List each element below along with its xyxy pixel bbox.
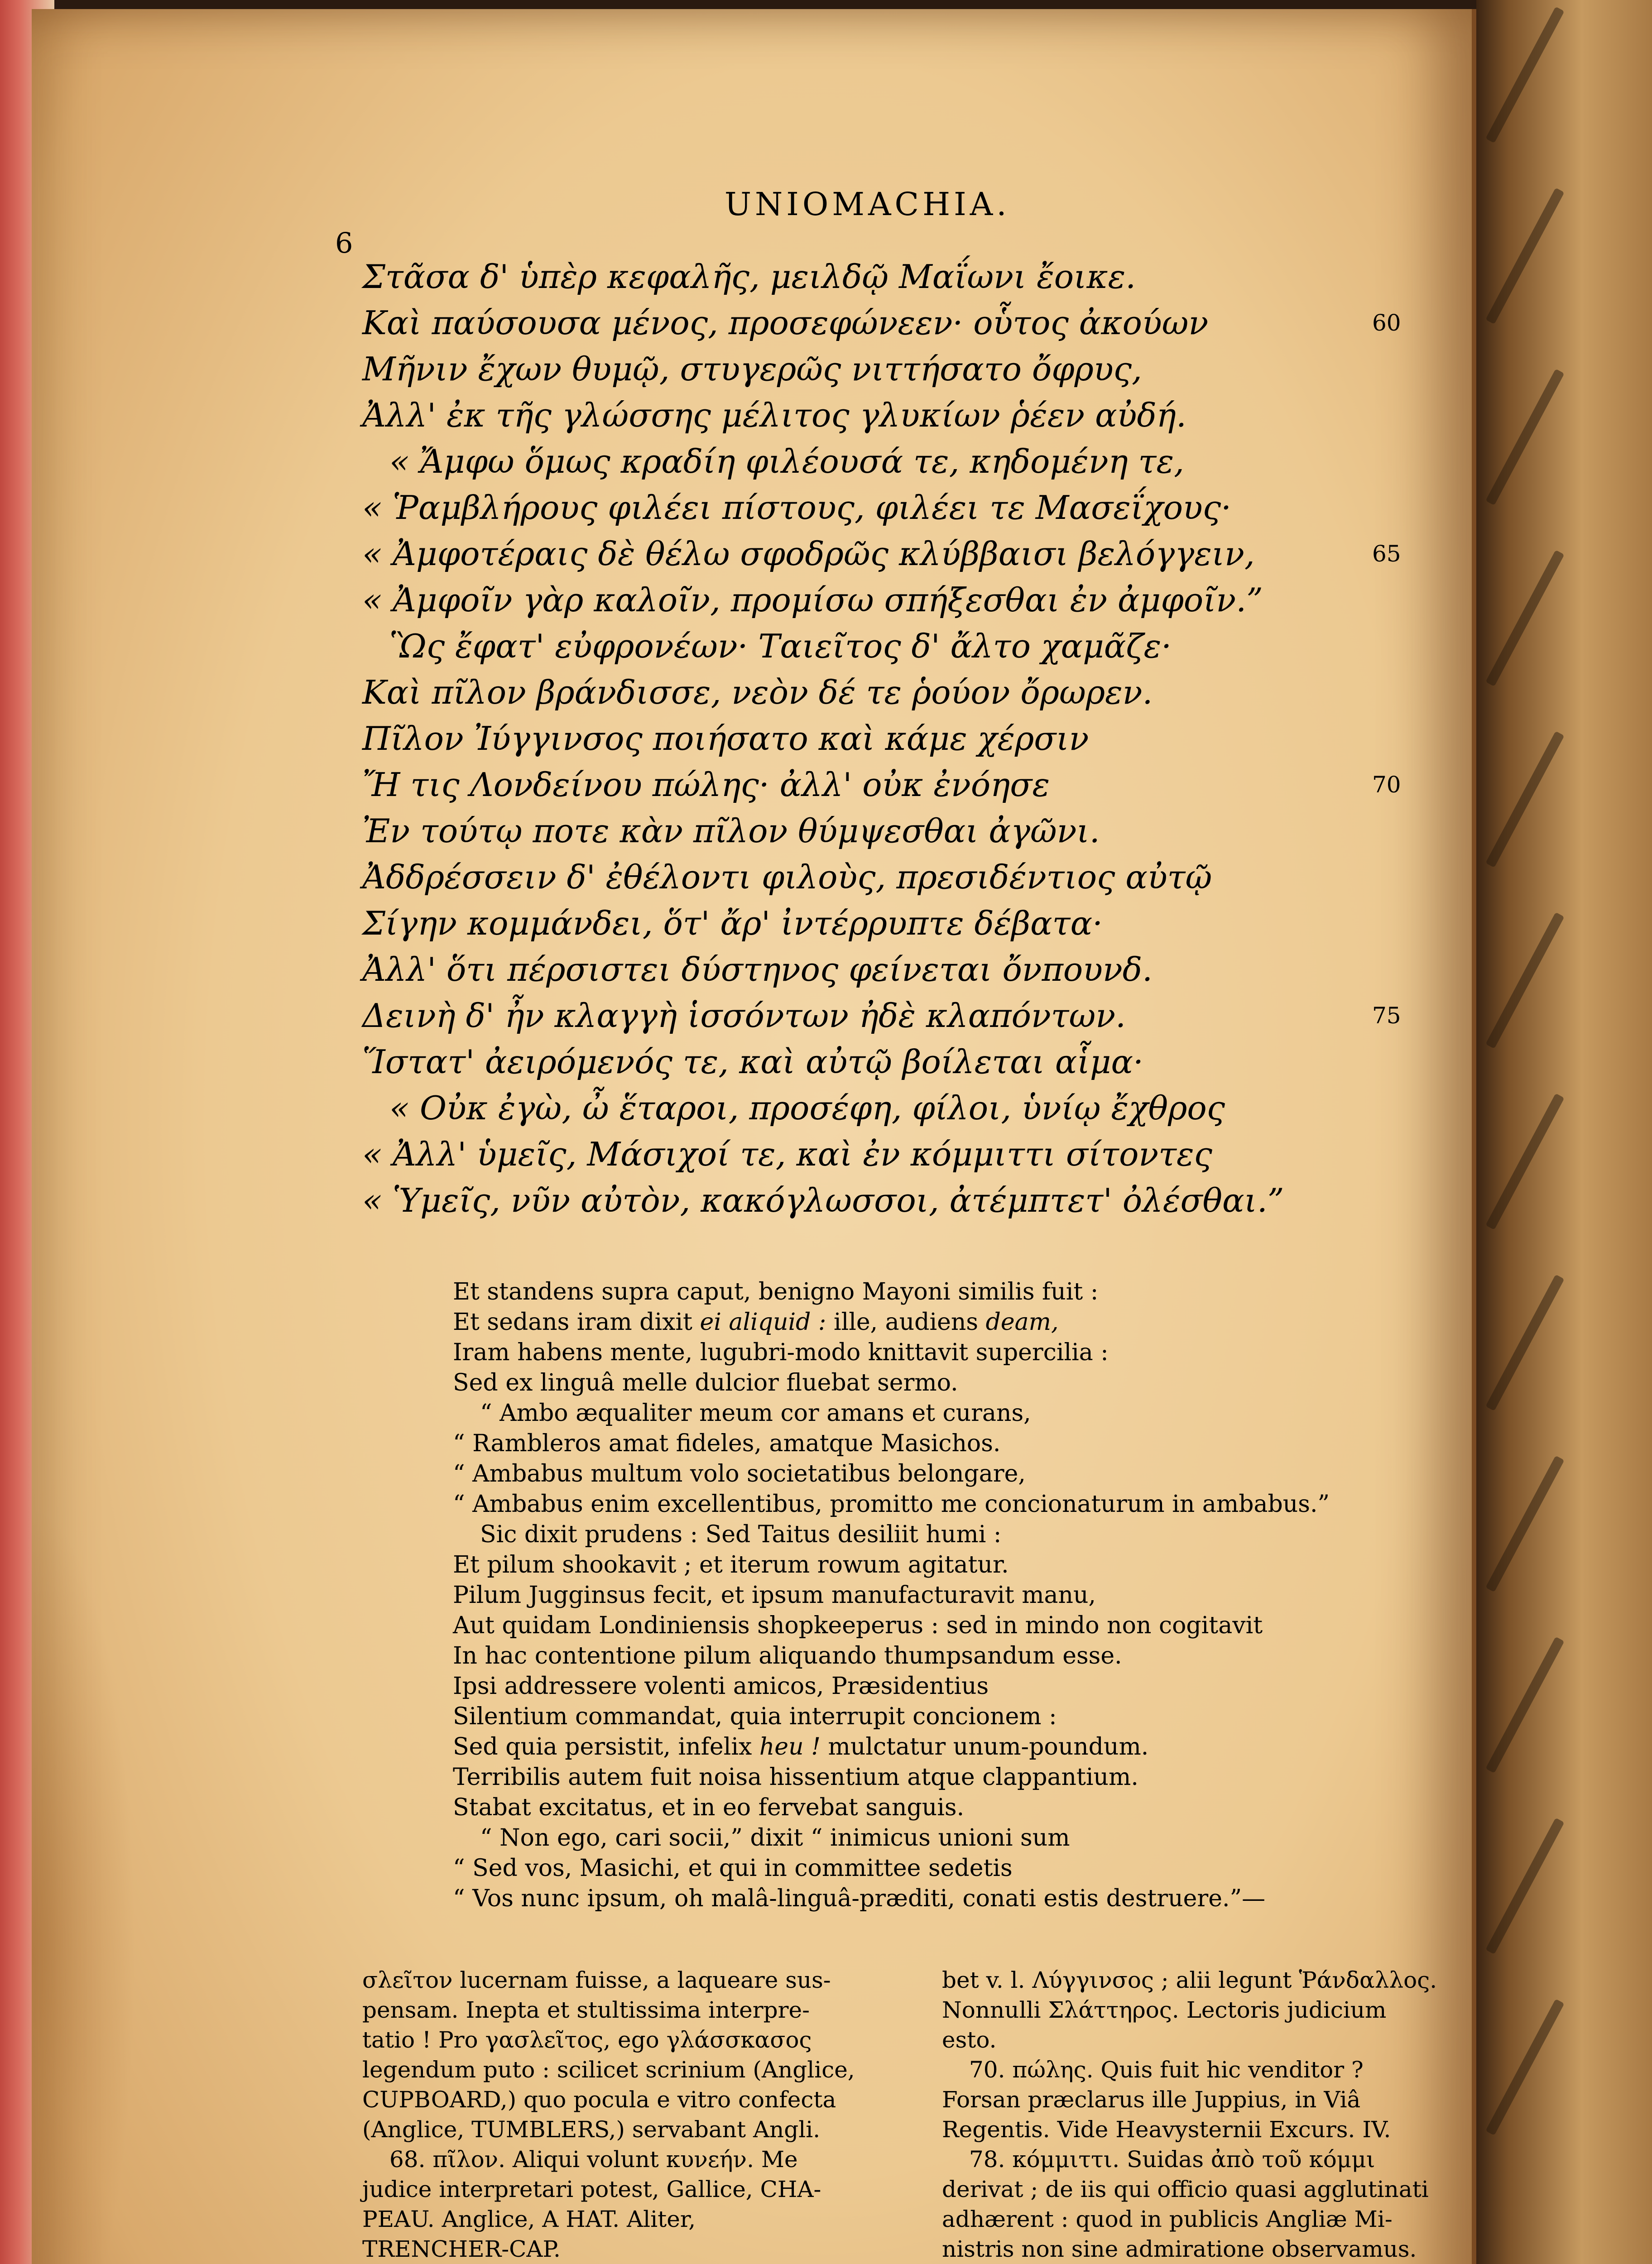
latin-text: “ Ambabus enim excellentibus, promitto me concionaturum in ambabus.”: [453, 1491, 1330, 1518]
footnote-line: Forsan præclarus ille Juppius, in Viâ: [942, 2087, 1361, 2113]
footnote-line: esto.: [942, 2027, 997, 2053]
latin-italic-text: ei aliquid :: [700, 1309, 826, 1336]
greek-verse-text: Μῆνιν ἔχων θυμῷ, στυγερῶς νιττήσατο ὄφρυς,: [362, 350, 1142, 388]
latin-text: In hac contentione pilum aliquando thumpsandum esse.: [453, 1642, 1122, 1669]
page-stain: [32, 1503, 136, 2264]
latin-text: “ Non ego, cari socii,” dixit “ inimicus unioni sum: [480, 1824, 1070, 1851]
greek-verse-text: Ἐν τούτῳ ποτε κὰν πῖλον θύμψεσθαι ἀγῶνι.: [362, 812, 1100, 850]
greek-verse-line: [362, 300, 1404, 346]
latin-translation-line: [453, 1277, 1404, 1307]
footnote-line: Regentis. Vide Heavysternii Excurs. IV.: [942, 2116, 1391, 2143]
greek-verse-line: [362, 762, 1404, 808]
footnote-line: PEAU. Anglice, A HAT. Aliter,: [362, 2206, 696, 2232]
greek-verse-text: « Ῥαμβλήρους φιλέει πίστους, φιλέει τε Μασεΐχους·: [362, 489, 1232, 527]
footnote-line: legendum puto : scilicet scrinium (Anglice,: [362, 2057, 855, 2083]
latin-text: Terribilis autem fuit noisa hissentium atque clappantium.: [453, 1764, 1138, 1791]
latin-text: Aut quidam Londiniensis shopkeeperus : sed in mindo non cogitavit: [453, 1612, 1263, 1639]
footnote-line: nistris non sine admiratione observamus.: [942, 2236, 1417, 2262]
greek-verse-text: Σίγην κομμάνδει, ὅτ' ἄρ' ἰντέρρυπτε δέβατα·: [362, 904, 1103, 942]
greek-verse-text: Καὶ παύσουσα μένος, προσεφώνεεν· οὗτος ἀκούων: [362, 304, 1209, 342]
latin-text: Stabat excitatus, et in eo fervebat sanguis.: [453, 1794, 965, 1821]
latin-translation-line: [453, 1671, 1404, 1702]
latin-translation-line: [453, 1338, 1404, 1368]
latin-text: Et pilum shookavit ; et iterum rowum agitatur.: [453, 1551, 1009, 1578]
footnote-line: derivat ; de iis qui officio quasi agglutinati: [942, 2176, 1429, 2202]
footnote-line: judice interpretari potest, Gallice, CHA-: [362, 2176, 821, 2202]
greek-verse-block: [362, 254, 1404, 1223]
greek-verse-line: [362, 484, 1404, 531]
latin-translation-line: [453, 1793, 1404, 1823]
latin-text: “ Ambabus multum volo societatibus belongare,: [453, 1460, 1026, 1487]
greek-verse-text: Ὣς ἔφατ' εὐφρονέων· Ταιεῖτος δ' ἄλτο χαμᾶζε·: [389, 627, 1172, 665]
footnote-line: 68. πῖλον. Aliqui volunt κυνεήν. Me: [389, 2146, 798, 2173]
greek-verse-line: [362, 1039, 1404, 1085]
greek-verse-text: « Ἀλλ' ὑμεῖς, Μάσιχοί τε, καὶ ἐν κόμμιττι σίτοντες: [362, 1135, 1212, 1173]
latin-text: Silentium commandat, quia interrupit concionem :: [453, 1703, 1057, 1730]
footnote-line: CUPBOARD,) quo pocula e vitro confecta: [362, 2087, 836, 2113]
latin-text: Iram habens mente, lugubri-modo knittavit supercilia :: [453, 1339, 1109, 1366]
greek-verse-line: [362, 623, 1404, 669]
latin-translation-line: [453, 1368, 1404, 1398]
latin-translation-line: [453, 1307, 1404, 1338]
latin-text: “ Vos nunc ipsum, oh malâ-linguâ-præditi, conati estis destruere.”—: [453, 1885, 1266, 1912]
latin-translation-line: [453, 1429, 1404, 1459]
greek-verse-line: [362, 669, 1404, 715]
latin-translation-line: [453, 1641, 1404, 1671]
latin-translation-block: [453, 1277, 1404, 1914]
greek-verse-line: [362, 715, 1404, 762]
greek-verse-line: [362, 577, 1404, 623]
greek-verse-text: Στᾶσα δ' ὑπὲρ κεφαλῆς, μειλδῷ Μαΐωνι ἔοικε.: [362, 258, 1136, 296]
footnote-line: tatio ! Pro γασλεῖτος, ego γλάσσκασος: [362, 2027, 812, 2053]
verse-line-number: 65: [1372, 541, 1401, 567]
greek-verse-text: « Ὑμεῖς, νῦν αὐτὸν, κακόγλωσσοι, ἀτέμπτετ' ὀλέσθαι.”: [362, 1181, 1284, 1219]
greek-verse-line: [362, 900, 1404, 946]
latin-text: “ Ambo æqualiter meum cor amans et curans,: [480, 1400, 1031, 1427]
greek-verse-line: [362, 946, 1404, 993]
greek-verse-line: [362, 1085, 1404, 1131]
latin-translation-line: [453, 1580, 1404, 1611]
latin-translation-line: [453, 1732, 1404, 1762]
greek-verse-text: Ἀδδρέσσειν δ' ἐθέλοντι φιλοὺς, πρεσιδέντιος αὐτῷ: [362, 858, 1212, 896]
greek-verse-line: [362, 1131, 1404, 1177]
greek-verse-text: Δεινὴ δ' ἦν κλαγγὴ ἱσσόντων ἠδὲ κλαπόντων.: [362, 997, 1126, 1035]
latin-translation-line: [453, 1823, 1404, 1853]
footnote-line: pensam. Inepta et stultissima interpre-: [362, 1997, 810, 2023]
latin-text: Et sedans iram dixit: [453, 1309, 700, 1336]
footnote-line: Nonnulli Σλάττηρος. Lectoris judicium: [942, 1997, 1387, 2023]
latin-text: “ Rambleros amat fideles, amatque Masichos.: [453, 1430, 1001, 1457]
greek-verse-text: Ἀλλ' ὅτι πέρσιστει δύστηνος φείνεται ὄνπουνδ.: [362, 950, 1153, 988]
latin-text: Et standens supra caput, benigno Mayoni similis fuit :: [453, 1278, 1099, 1305]
footnote-line: bet v. l. Λύγγινσος ; alii legunt Ῥάνδαλλος.: [942, 1967, 1437, 1993]
greek-verse-text: Ἤ τις Λονδείνου πώλης· ἀλλ' οὐκ ἐνόησε: [362, 766, 1050, 804]
latin-translation-line: [453, 1520, 1404, 1550]
latin-translation-line: [453, 1702, 1404, 1732]
footnote-line: adhærent : quod in publicis Angliæ Mi-: [942, 2206, 1393, 2232]
footnote-line: (Anglice, TUMBLERS,) servabant Angli.: [362, 2116, 821, 2143]
verse-line-number: 75: [1372, 1002, 1401, 1029]
latin-translation-line: [453, 1459, 1404, 1489]
greek-verse-line: [362, 854, 1404, 900]
greek-verse-line: [362, 808, 1404, 854]
greek-verse-text: Πῖλον Ἰύγγινσος ποιήσατο καὶ κάμε χέρσιν: [362, 719, 1089, 758]
greek-verse-line: [362, 346, 1404, 392]
verse-line-number: 70: [1372, 772, 1401, 798]
footnote-line: σλεῖτον lucernam fuisse, a laqueare sus-: [362, 1967, 831, 1993]
latin-text: Ipsi addressere volenti amicos, Præsidentius: [453, 1673, 989, 1700]
greek-verse-text: Καὶ πῖλον βράνδισσε, νεὸν δέ τε ῥούον ὄρωρεν.: [362, 673, 1153, 711]
greek-verse-text: « Ἀμφοῖν γὰρ καλοῖν, προμίσω σπήξεσθαι ἐν ἀμφοῖν.”: [362, 581, 1263, 619]
latin-text: “ Sed vos, Masichi, et qui in committee sedetis: [453, 1855, 1013, 1882]
latin-translation-line: [453, 1550, 1404, 1580]
latin-text: Sic dixit prudens : Sed Taitus desiliit humi :: [480, 1521, 1002, 1548]
greek-verse-text: Ἵστατ' ἀειρόμενός τε, καὶ αὐτῷ βοίλεται αἷμα·: [362, 1043, 1144, 1081]
latin-translation-line: [453, 1489, 1404, 1520]
latin-text: Sed ex linguâ melle dulcior fluebat sermo.: [453, 1369, 958, 1396]
greek-verse-text: « Ἀμφοτέραις δὲ θέλω σφοδρῶς κλύββαισι βελόγγειν,: [362, 535, 1255, 573]
footnote-line: 78. κόμμιττι. Suidas ἀπὸ τοῦ κόμμι: [969, 2146, 1375, 2173]
greek-verse-line: [362, 438, 1404, 484]
latin-text: Sed quia persistit, infelix: [453, 1733, 759, 1760]
greek-verse-text: Ἀλλ' ἐκ τῆς γλώσσης μέλιτος γλυκίων ῥέεν αὐδή.: [362, 396, 1186, 434]
greek-verse-line: [362, 993, 1404, 1039]
latin-italic-text: deam,: [985, 1309, 1059, 1336]
greek-verse-line: [362, 254, 1404, 300]
latin-text: ille, audiens: [826, 1309, 986, 1336]
greek-verse-line: [362, 392, 1404, 438]
latin-text: mulctatur unum-poundum.: [821, 1733, 1149, 1760]
greek-verse-text: « Ἄμφω ὅμως κραδίη φιλέουσά τε, κηδομένη τε,: [389, 442, 1184, 480]
running-head: UNIOMACHIA.: [725, 186, 1010, 223]
latin-translation-line: [453, 1398, 1404, 1429]
latin-translation-line: [453, 1611, 1404, 1641]
greek-verse-line: [362, 531, 1404, 577]
latin-text: Pilum Jugginsus fecit, et ipsum manufacturavit manu,: [453, 1582, 1096, 1609]
page-number: 6: [335, 226, 353, 259]
verse-line-number: 60: [1372, 310, 1401, 336]
latin-translation-line: [453, 1884, 1404, 1914]
footnotes-right-column: [942, 1965, 1508, 2264]
latin-translation-line: [453, 1762, 1404, 1793]
latin-italic-text: heu !: [759, 1733, 821, 1760]
greek-verse-text: « Οὐκ ἐγὼ, ὦ ἕταροι, προσέφη, φίλοι, ὑνίῳ ἔχθρος: [389, 1089, 1225, 1127]
greek-verse-line: [362, 1177, 1404, 1223]
footnote-line: 70. πώλης. Quis fuit hic venditor ?: [969, 2057, 1364, 2083]
footnotes-left-column: [362, 1965, 928, 2264]
footnote-line: TRENCHER-CAP.: [362, 2236, 561, 2262]
latin-translation-line: [453, 1853, 1404, 1884]
